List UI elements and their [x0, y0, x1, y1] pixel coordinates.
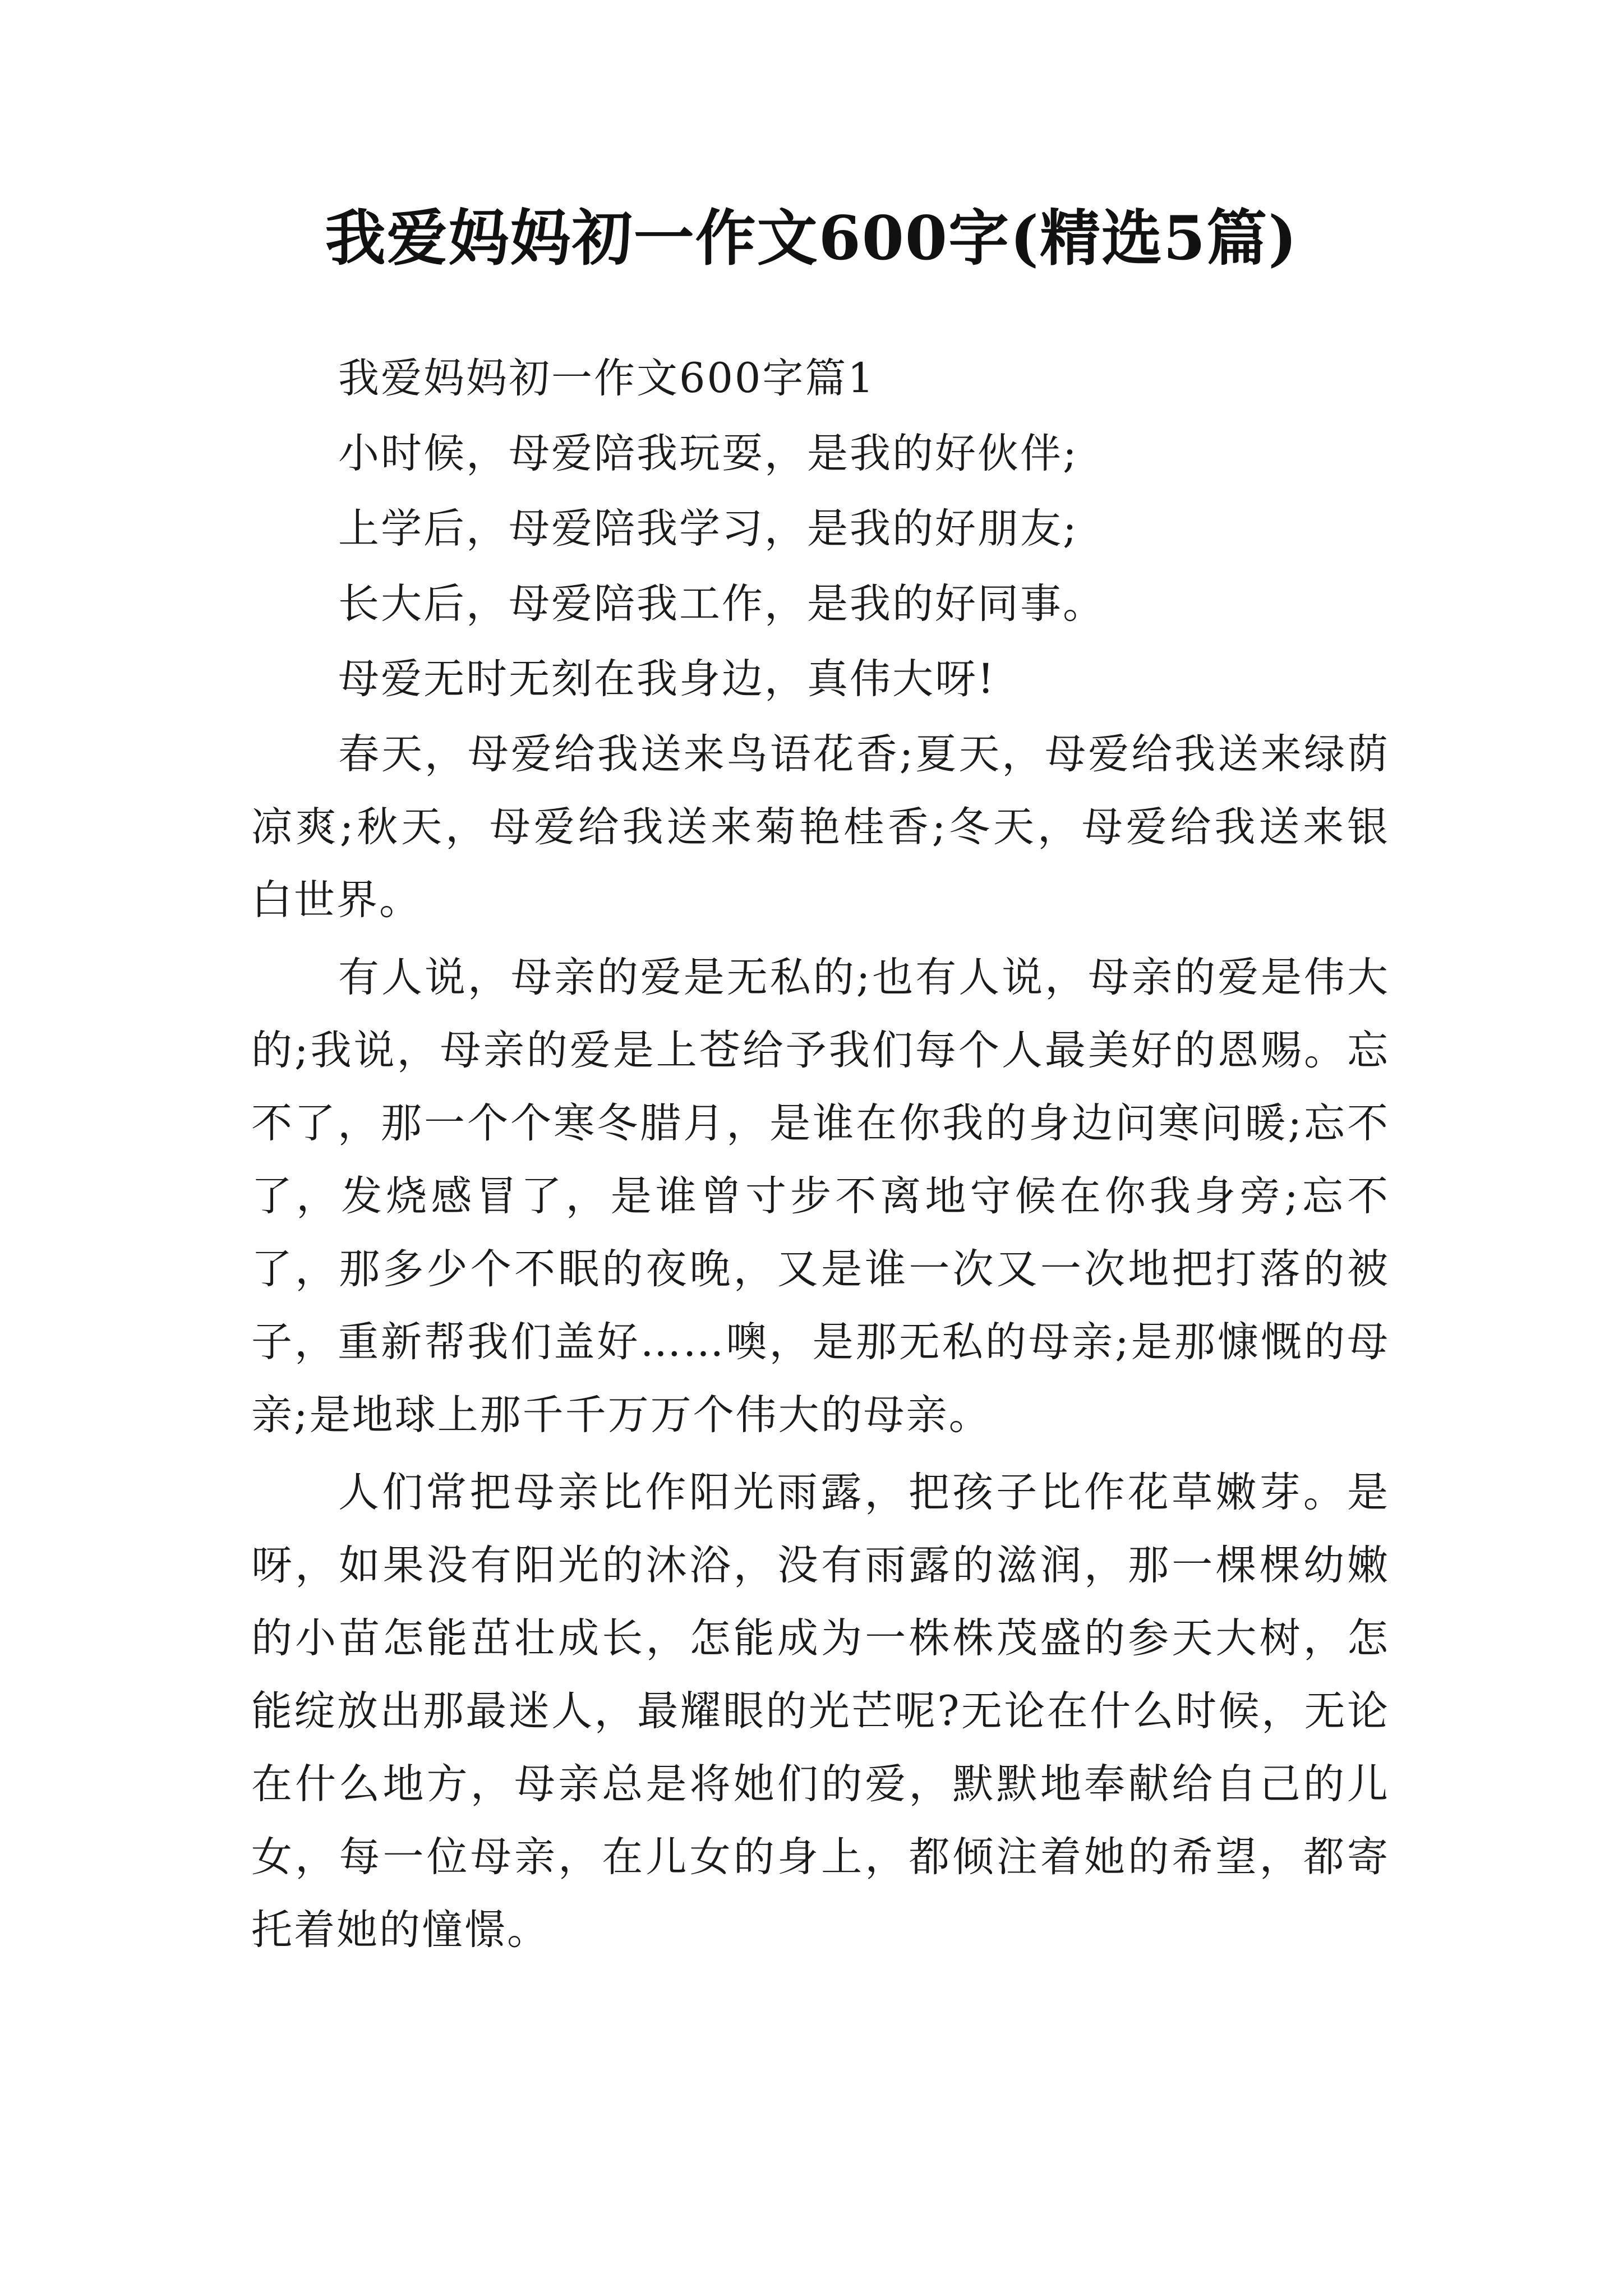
- paragraph-2: 上学后，母爱陪我学习，是我的好朋友;: [338, 505, 1078, 553]
- paragraph-3: 长大后，母爱陪我工作，是我的好同事。: [338, 580, 1105, 628]
- document-title: 我爱妈妈初一作文600字(精选5篇): [325, 203, 1298, 274]
- paragraph-4: 母爱无时无刻在我身边，真伟大呀!: [338, 655, 996, 703]
- document-body: [251, 342, 1390, 1971]
- paragraph-7: 人们常把母亲比作阳光雨露，把孩子比作花草嫩芽。是呀，如果没有阳光的沐浴，没有雨露的滋润，那一棵棵幼嫩的小苗怎能茁壮成长，怎能成为一株株茂盛的参天大树，怎能绽放出那最迷人，最耀眼的光芒呢?无论在什么时候，无论在什么地方，母亲总是将她们的爱，默默地奉献给自己的儿女，每一位母亲，在儿女的身上，都倾注着她的希望，都寄托着她的憧憬。: [251, 1469, 1390, 1954]
- paragraph-1: 小时候，母爱陪我玩耍，是我的好伙伴;: [338, 430, 1078, 477]
- paragraph-6: 有人说，母亲的爱是无私的;也有人说，母亲的爱是伟大的;我说，母亲的爱是上苍给予我们每个人最美好的恩赐。忘不了，那一个个寒冬腊月，是谁在你我的身边问寒问暖;忘不了，发烧感冒了，是谁曾寸步不离地守候在你我身旁;忘不了，那多少个不眠的夜晚，又是谁一次又一次地把打落的被子，重新帮我们盖好……噢，是那无私的母亲;是那慷慨的母亲;是地球上那千千万万个伟大的母亲。: [251, 954, 1390, 1439]
- paragraph-5: 春天，母爱给我送来鸟语花香;夏天，母爱给我送来绿荫凉爽;秋天，母爱给我送来菊艳桂香;冬天，母爱给我送来银白世界。: [251, 730, 1390, 924]
- section-heading: 我爱妈妈初一作文600字篇1: [338, 355, 875, 402]
